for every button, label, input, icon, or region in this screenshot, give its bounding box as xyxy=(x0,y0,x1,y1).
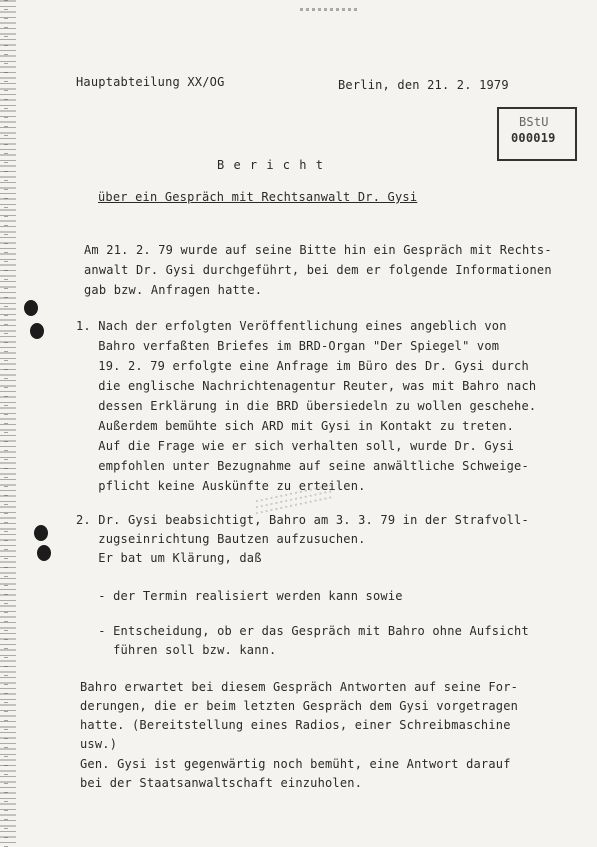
text-line: Auf die Frage wie er sich verhalten soll, wurde Dr. Gysi xyxy=(76,439,515,453)
scan-edge-artifact-inner xyxy=(4,0,8,847)
punch-hole xyxy=(34,525,48,541)
text-line: 2. Dr. Gysi beabsichtigt, Bahro am 3. 3. 79 in der Strafvoll- xyxy=(76,513,529,527)
text-line: Gen. Gysi ist gegenwärtig noch bemüht, eine Antwort darauf xyxy=(80,757,511,771)
punch-hole xyxy=(24,300,38,316)
text-line: bei der Staatsanwaltschaft einzuholen. xyxy=(80,776,363,790)
text-line: dessen Erklärung in die BRD übersiedeln zu wollen geschehe. xyxy=(76,399,537,413)
text-line: Er bat um Klärung, daß xyxy=(76,551,262,565)
punch-hole xyxy=(30,323,44,339)
text-line: usw.) xyxy=(80,737,118,751)
faint-stamp-artifact xyxy=(255,488,335,514)
text-line: Außerdem bemühte sich ARD mit Gysi in Kontakt zu treten. xyxy=(76,419,515,433)
text-line: derungen, die er beim letzten Gespräch dem Gysi vorgetragen xyxy=(80,699,519,713)
archive-stamp-number: 000019 xyxy=(511,131,556,145)
place-date-line: Berlin, den 21. 2. 1979 xyxy=(338,78,509,92)
scan-edge-artifact xyxy=(0,0,16,847)
text-line: 1. Nach der erfolgten Veröffentlichung eines angeblich von xyxy=(76,319,507,333)
text-line: führen soll bzw. kann. xyxy=(76,643,277,657)
text-line: Bahro verfaßten Briefes im BRD-Organ "Der Spiegel" vom xyxy=(76,339,500,353)
text-line: Am 21. 2. 79 wurde auf seine Bitte hin ein Gespräch mit Rechts- xyxy=(84,243,552,257)
document-heading: B e r i c h t xyxy=(217,158,324,172)
scan-top-artifact xyxy=(300,8,360,11)
text-line: zugseinrichtung Bautzen aufzusuchen. xyxy=(76,532,366,546)
text-line: anwalt Dr. Gysi durchgeführt, bei dem er folgende Informationen xyxy=(84,263,552,277)
document-subheading: über ein Gespräch mit Rechtsanwalt Dr. Gysi xyxy=(98,190,418,204)
text-line: hatte. (Bereitstellung eines Radios, einer Schreibmaschine xyxy=(80,718,511,732)
archive-stamp-label: BStU xyxy=(519,115,549,129)
text-line: 19. 2. 79 erfolgte eine Anfrage im Büro des Dr. Gysi durch xyxy=(76,359,529,373)
department-line: Hauptabteilung XX/OG xyxy=(76,75,225,89)
text-line: pflicht keine Auskünfte zu erteilen. xyxy=(76,479,366,493)
text-line: - Entscheidung, ob er das Gespräch mit Bahro ohne Aufsicht xyxy=(76,624,529,638)
text-line: die englische Nachrichtenagentur Reuter, was mit Bahro nach xyxy=(76,379,537,393)
punch-hole xyxy=(37,545,51,561)
text-line: Bahro erwartet bei diesem Gespräch Antworten auf seine For- xyxy=(80,680,519,694)
text-line: - der Termin realisiert werden kann sowie xyxy=(76,589,403,603)
archive-stamp xyxy=(497,107,577,161)
text-line: empfohlen unter Bezugnahme auf seine anwältliche Schweige- xyxy=(76,459,529,473)
text-line: gab bzw. Anfragen hatte. xyxy=(84,283,263,297)
